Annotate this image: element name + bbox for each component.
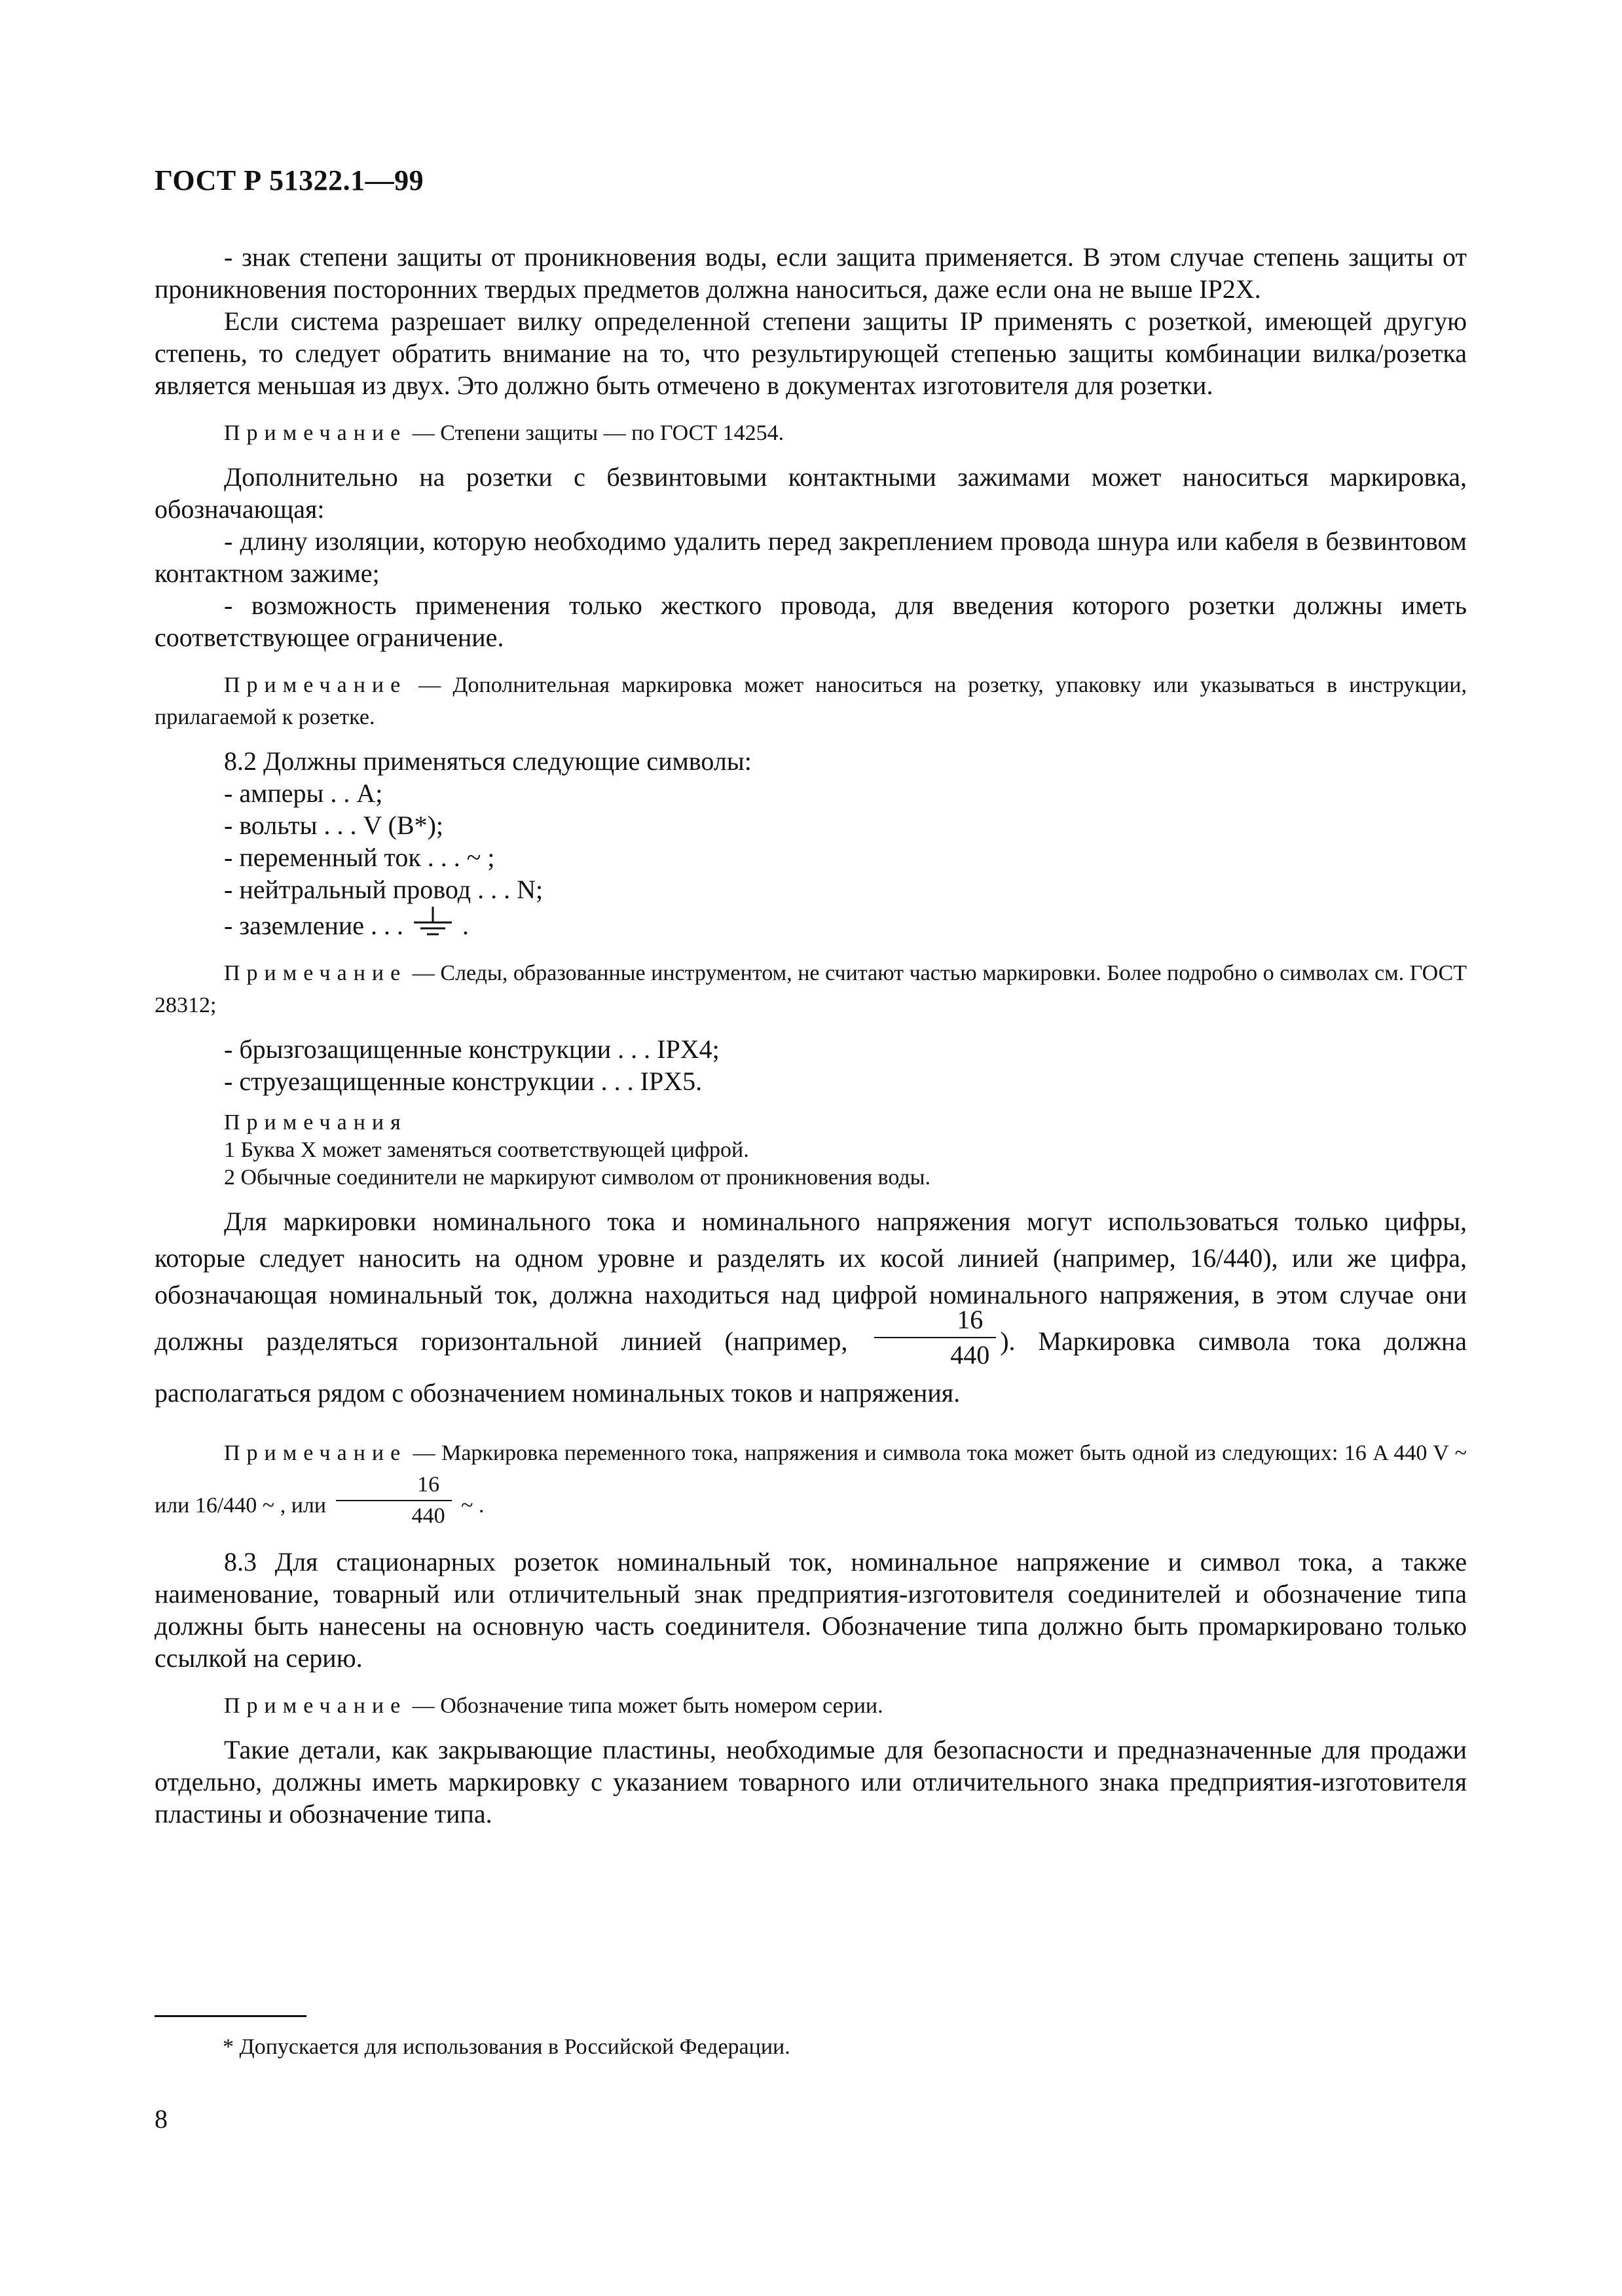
fraction-16-440 [874,1307,996,1368]
note-label: Примечание [224,1441,407,1465]
note-text: — Степени защиты — по ГОСТ 14254. [407,421,784,445]
note-label: Примечание [224,961,407,985]
note-text: — Дополнительная маркировка может наноситься на розетку, упаковку или указываться в инструкции, прилагаемой к розетке. [155,673,1467,729]
symbol-item-alternating-current: - переменный ток . . . ~ ; [224,843,495,872]
note-text-a: — Маркировка переменного тока, напряжения и символа тока может быть одной из следующих: 16 A 440 V ~ или 16/440 ~ , или [155,1441,1467,1518]
note-additional-marking [155,669,1467,733]
note-text-b: ~ . [455,1493,485,1518]
paragraph-screwless-marking: Дополнительно на розетки с безвинтовыми контактными зажимами может наноситься маркировка, обозначающая: [155,462,1467,524]
ip-item-jetproof: - струезащищенные конструкции . . . IPX5. [224,1066,703,1096]
paragraph-ip-combination: Если система разрешает вилку определенной степени защиты IP применять с розеткой, имеющей другую степень, то следует обратить внимание на то, что результирующей степенью защиты комбинации вилка/розетка является меньшая из двух. Это должно быть отмечено в документах изготовителя для розетки. [155,306,1467,400]
fraction-numerator: 16 [336,1474,452,1501]
page-content [155,241,1467,1830]
symbol-item-earth [155,905,1467,941]
rated-marking-text-b: ). Маркировка символа тока должна располагаться рядом с обозначением номинальных токов и напряжения. [155,1326,1467,1408]
paragraph-water-protection: - знак степени защиты от проникновения воды, если защита применяется. В этом случае степень защиты от проникновения посторонних твердых предметов должна наноситься, даже если она не выше IP2X. [155,242,1467,304]
section-8-2 [155,745,1467,941]
footnote-divider [155,2015,306,2017]
symbol-item-volts: - вольты . . . V (В*); [224,811,444,840]
symbol-item-neutral: - нейтральный провод . . . N; [224,875,544,904]
rated-marking-text-a: Для маркировки номинального тока и номинального напряжения могут использоваться только цифры, которые следует наносить на одном уровне и разделять их косой линией (например, 16/440), или же цифра, обозначающая номинальный ток, должна находиться над цифрой номинального напряжения, в этом случае они должны разделяться горизонтальной линией (например, [155,1207,1467,1357]
paragraph-rigid-wire: - возможность применения только жесткого провода, для введения которого розетки должны иметь соответствующее ограничение. [155,591,1467,652]
note-text: — Следы, образованные инструментом, не считают частью маркировки. Более подробно о символах см. ГОСТ 28312; [155,961,1467,1017]
document-header: ГОСТ Р 51322.1—99 [155,164,424,196]
note-ac-marking [155,1427,1467,1534]
fraction-numerator: 16 [874,1307,996,1338]
notes-label: Примечания [224,1110,407,1135]
note-type-designation [155,1690,1467,1722]
ip-item-splashproof: - брызгозащищенные конструкции . . . IPX4; [224,1034,720,1064]
note-label: Примечание [224,421,407,445]
earth-ground-icon [410,905,456,938]
paragraph-insulation-length: - длину изоляции, которую необходимо удалить перед закреплением провода шнура или кабеля в безвинтовом контактном зажиме; [155,526,1467,588]
earth-label: - заземление . . . [224,911,411,940]
note-protection-degrees [155,417,1467,449]
note-text: — Обозначение типа может быть номером серии. [407,1694,883,1719]
note-tool-traces [155,957,1467,1021]
fraction-16-440-note [336,1474,452,1527]
note-item-water-symbol: 2 Обычные соединители не маркируют символом от проникновения воды. [224,1165,931,1190]
note-item-letter-x: 1 Буква X может заменяться соответствующей цифрой. [224,1138,749,1162]
paragraph-rated-marking [155,1203,1467,1412]
footnote: * Допускается для использования в Российской Федерации. [223,2035,790,2059]
notes-block [155,1109,1467,1192]
section-8-3: 8.3 Для стационарных розеток номинальный ток, номинальное напряжение и символ тока, а также наименование, товарный или отличительный знак предприятия-изготовителя соединителей и обозначение типа должны быть нанесены на основную часть соединителя. Обозначение типа должно быть промаркировано только ссылкой на серию. [155,1547,1467,1673]
fraction-denominator: 440 [411,1504,445,1529]
note-label: Примечание [224,1694,407,1719]
section-8-2-title: 8.2 Должны применяться следующие символы: [224,746,752,776]
symbol-item-amperes: - амперы . . A; [224,778,383,808]
paragraph-cover-plates: Такие детали, как закрывающие пластины, необходимые для безопасности и предназначенные для продажи отдельно, должны иметь маркировку с указанием товарного или отличительного знака предприятия-изготовителя пластины и обозначение типа. [155,1735,1467,1829]
note-label: Примечание [224,673,407,697]
page-number: 8 [155,2104,168,2134]
fraction-denominator: 440 [950,1340,990,1370]
earth-end: . [456,911,470,940]
